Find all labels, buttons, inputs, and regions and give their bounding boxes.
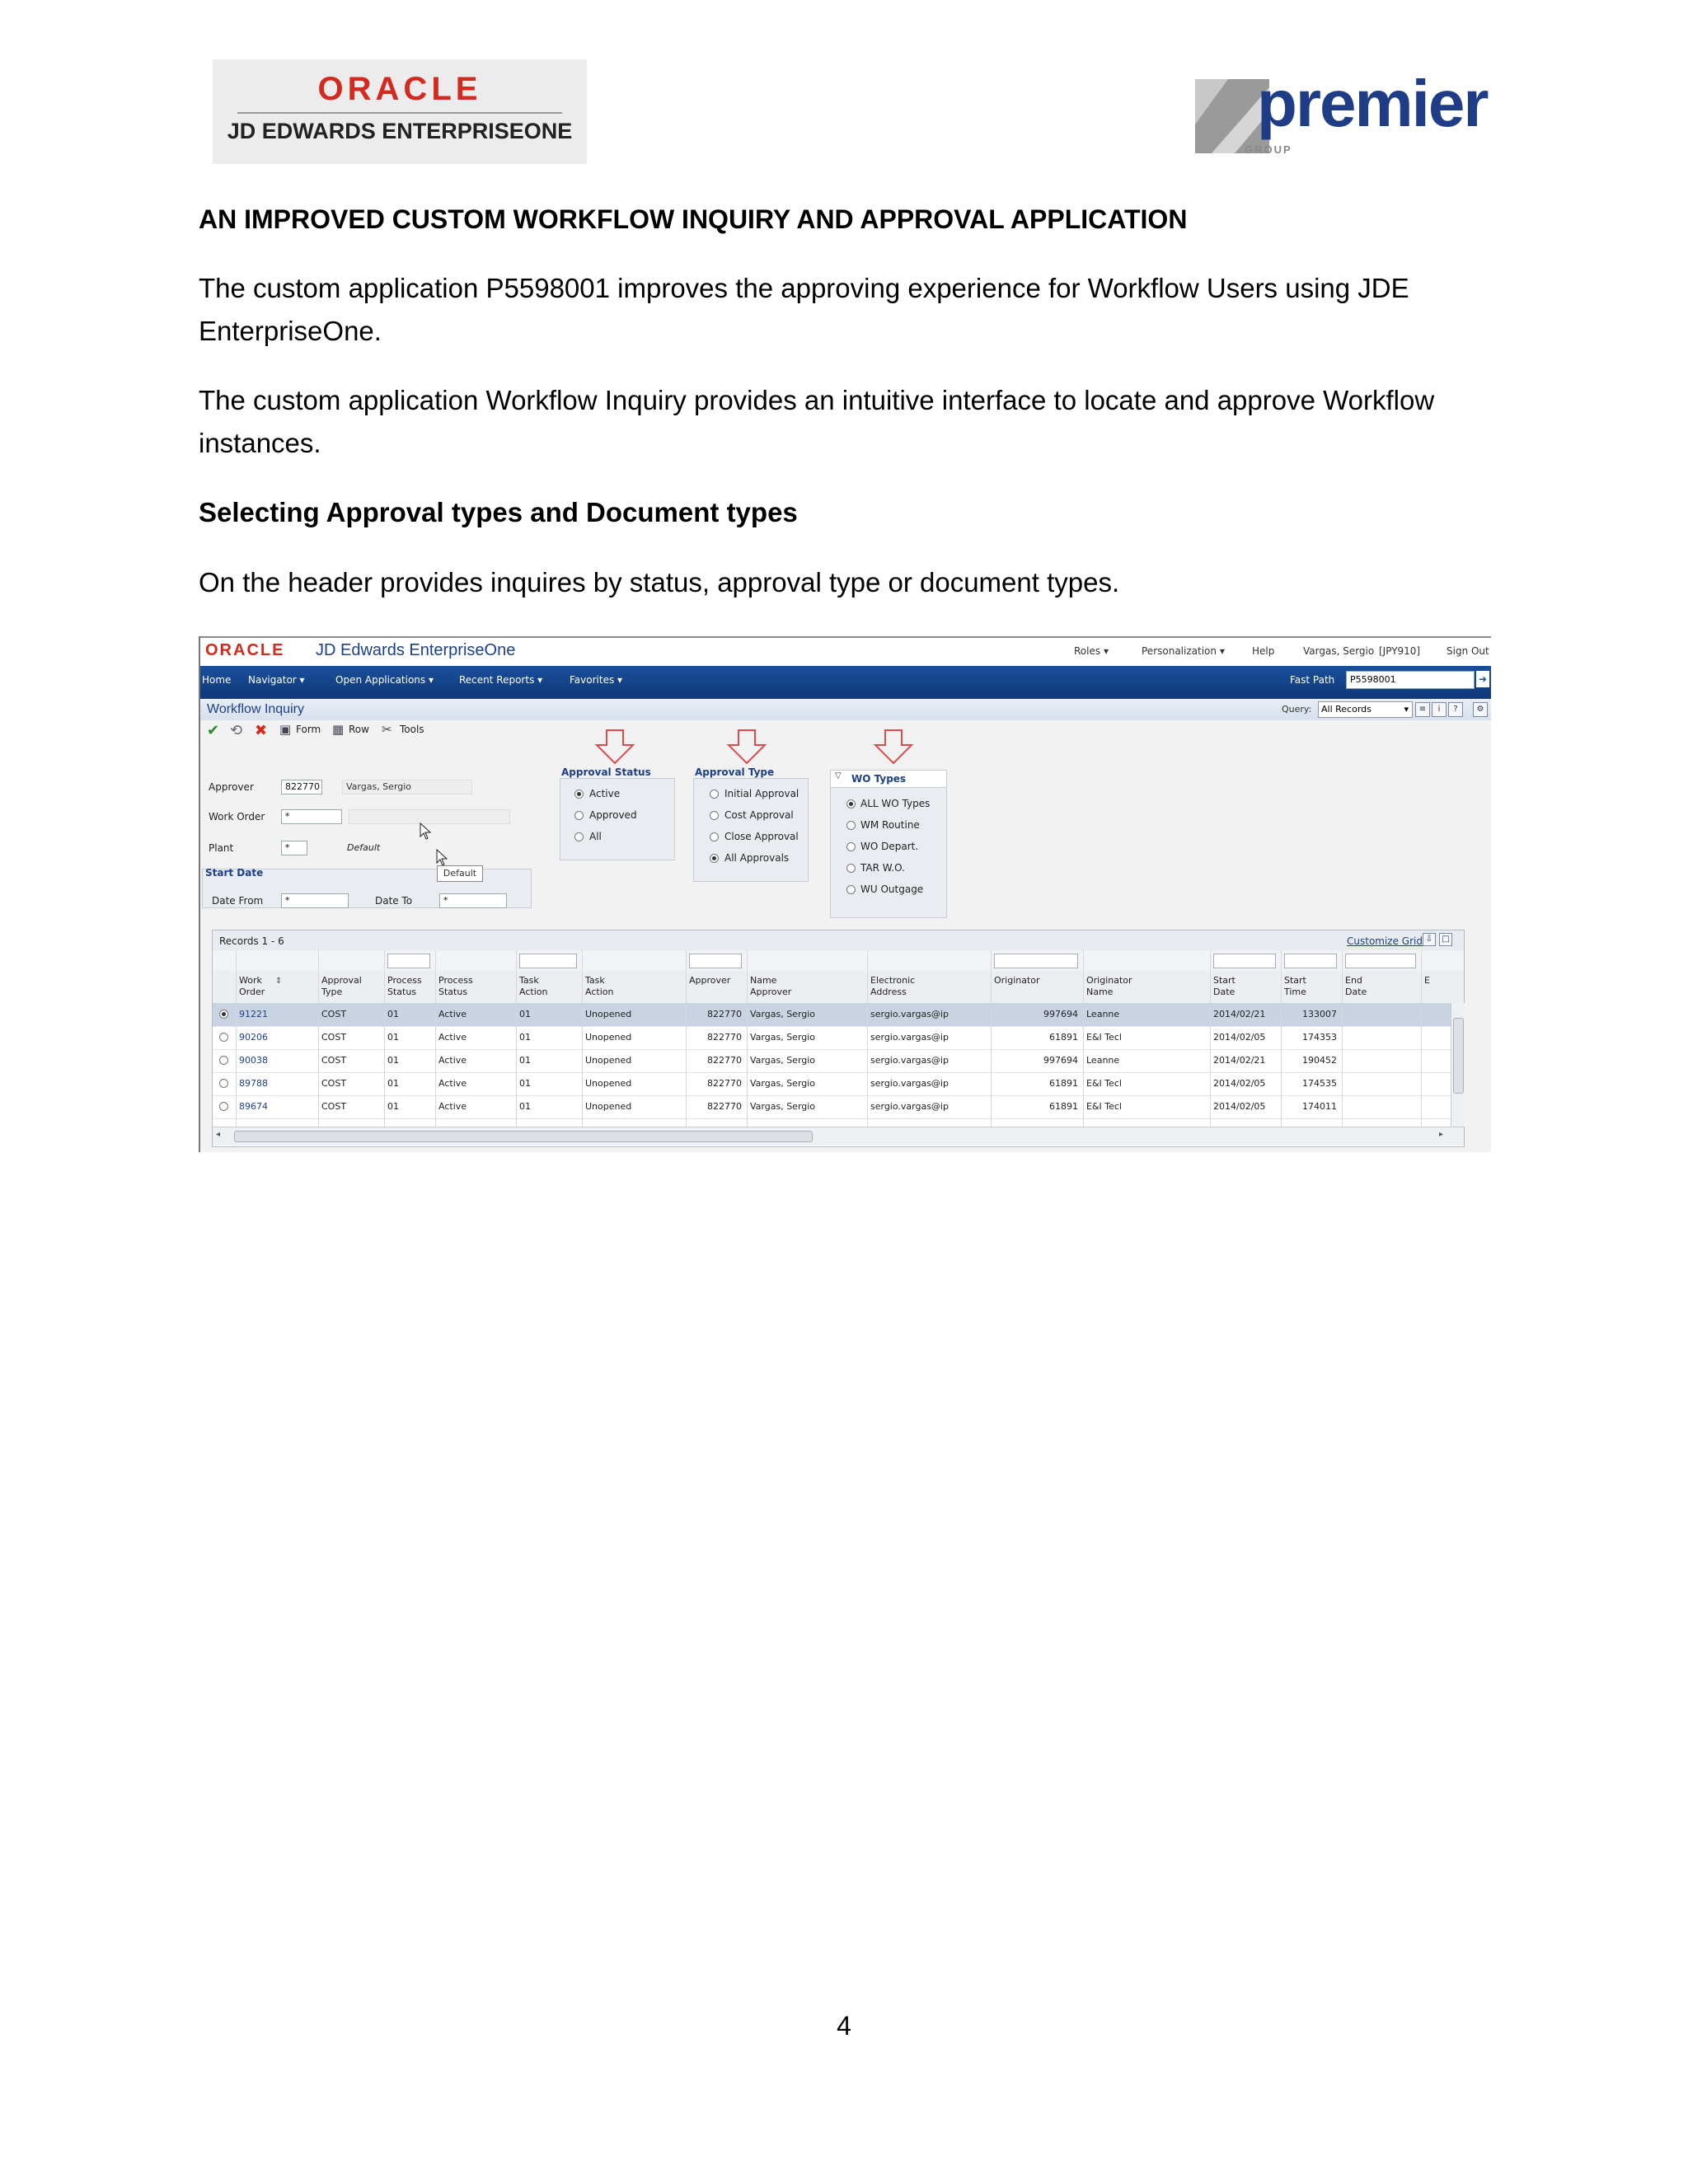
app-top-bar	[200, 636, 1491, 668]
table-cell: sergio.vargas@ip	[870, 1101, 949, 1112]
column-divider	[867, 950, 868, 1127]
column-header[interactable]	[519, 975, 547, 998]
app-brand-oracle: ORACLE	[205, 641, 285, 659]
workflow-grid	[212, 930, 1465, 1147]
oracle-logo-subtitle: JD EDWARDS ENTERPRISEONE	[227, 119, 573, 143]
column-header[interactable]	[1284, 975, 1306, 998]
column-divider	[747, 950, 748, 1127]
table-cell: Active	[438, 1055, 467, 1066]
table-cell: 01	[387, 1055, 399, 1066]
column-header-line: Approver	[750, 987, 792, 997]
maximize-icon[interactable]: □	[1439, 933, 1452, 946]
grid-vertical-scrollbar[interactable]	[1451, 1003, 1465, 1127]
annotation-arrow-icon	[873, 729, 914, 765]
records-count: Records 1 - 6	[219, 935, 284, 947]
table-cell: 01	[519, 1101, 531, 1112]
app-brand-jde: JD Edwards EnterpriseOne	[316, 641, 516, 659]
column-header-line: Action	[585, 987, 614, 997]
column-divider	[991, 950, 992, 1127]
table-cell: 61891	[1049, 1032, 1078, 1043]
wo-types-tar-radio[interactable]	[846, 864, 856, 873]
approval-status-all-radio[interactable]	[574, 832, 584, 841]
query-save-icon[interactable]: ≡	[1415, 702, 1430, 717]
plant-default-text: Default	[347, 842, 381, 853]
work-order-input[interactable]: *	[281, 809, 342, 824]
column-header-line: Originator	[994, 975, 1040, 986]
column-filter-input[interactable]	[689, 954, 742, 968]
approval-type-initial-radio[interactable]	[710, 790, 719, 799]
column-divider	[384, 950, 385, 1127]
column-divider	[516, 950, 517, 1127]
ok-check-icon[interactable]: ✔	[207, 722, 220, 739]
column-header-line: Originator	[1086, 975, 1132, 986]
approval-type-all-radio[interactable]	[710, 854, 719, 863]
column-header[interactable]	[1345, 975, 1367, 998]
approval-type-option: Initial Approval	[724, 788, 799, 799]
help-link[interactable]: Help	[1252, 645, 1275, 657]
row-select-radio[interactable]	[219, 1010, 228, 1019]
column-filter-input[interactable]	[1213, 954, 1276, 968]
page-number: 4	[837, 2011, 851, 2041]
form-title: Workflow Inquiry	[207, 702, 304, 716]
premier-logo-word: premier	[1257, 67, 1488, 140]
export-icon[interactable]: ⇩	[1423, 933, 1436, 946]
wo-types-routine-radio[interactable]	[846, 821, 856, 830]
oracle-jde-logo	[213, 59, 587, 164]
logo-divider	[237, 112, 562, 114]
table-cell: COST	[321, 1032, 347, 1043]
paragraph-inquiry: The custom application Workflow Inquiry provides an intuitive interface to locate and approve Workflow instances.	[199, 385, 1435, 458]
column-header-line: Status	[387, 987, 417, 997]
work-order-link[interactable]: 91221	[239, 1009, 268, 1019]
default-tooltip: Default	[437, 865, 483, 882]
column-filter-input[interactable]	[994, 954, 1078, 968]
query-label: Query:	[1282, 704, 1312, 715]
premier-group-logo	[1195, 67, 1488, 159]
approver-input[interactable]: 822770	[281, 780, 322, 794]
table-cell: 2014/02/21	[1213, 1009, 1266, 1019]
chevron-down-icon: ▾	[429, 674, 434, 686]
column-header-line: End	[1345, 975, 1362, 986]
settings-icon[interactable]: ⚙	[1473, 702, 1488, 717]
table-cell: 01	[519, 1055, 531, 1066]
nav-favorites[interactable]: Favorites ▾	[570, 674, 623, 686]
column-header-line: Electronic	[870, 975, 916, 986]
column-header-line: Approver	[689, 975, 731, 986]
table-cell: 2014/02/05	[1213, 1078, 1266, 1089]
fast-path-input[interactable]: P5598001	[1346, 671, 1475, 689]
column-header[interactable]	[689, 975, 730, 987]
row-select-radio[interactable]	[219, 1033, 228, 1042]
column-header-line: Name	[1086, 987, 1114, 997]
help-icon[interactable]: ?	[1448, 702, 1463, 717]
form-header	[200, 699, 1491, 721]
wo-types-option: TAR W.O.	[860, 862, 905, 874]
table-cell: 01	[387, 1101, 399, 1112]
column-header[interactable]	[239, 975, 265, 998]
wo-types-option: WU Outgage	[860, 883, 924, 895]
approval-type-title: Approval Type	[695, 766, 775, 778]
approval-status-option: All	[589, 831, 602, 842]
table-cell: Active	[438, 1078, 467, 1089]
table-cell: E&I Tecl	[1086, 1078, 1122, 1089]
document-title: AN IMPROVED CUSTOM WORKFLOW INQUIRY AND APPROVAL APPLICATION	[199, 204, 1188, 234]
paragraph-intro: The custom application P5598001 improves the approving experience for Workflow Users using JDE EnterpriseOne.	[199, 273, 1409, 346]
table-cell: 01	[519, 1078, 531, 1089]
close-x-icon[interactable]: ✖	[255, 722, 268, 739]
column-filter-input[interactable]	[1284, 954, 1337, 968]
grid-horizontal-scrollbar[interactable]	[213, 1127, 1464, 1146]
table-cell: COST	[321, 1101, 347, 1112]
wo-types-option: ALL WO Types	[860, 798, 931, 809]
table-cell: sergio.vargas@ip	[870, 1009, 949, 1019]
work-order-label: Work Order	[209, 811, 265, 823]
table-cell: 822770	[707, 1009, 742, 1019]
table-cell: Unopened	[585, 1032, 632, 1043]
table-cell: COST	[321, 1055, 347, 1066]
chevron-down-icon: ▾	[537, 674, 543, 686]
collapse-chevron-icon[interactable]: ▽	[835, 771, 842, 780]
plant-label: Plant	[209, 842, 234, 854]
approval-type-cost-radio[interactable]	[710, 811, 719, 820]
wo-types-depart-radio[interactable]	[846, 842, 856, 851]
column-divider	[236, 950, 237, 1127]
grid-title-bar	[213, 930, 1464, 951]
table-cell: Active	[438, 1032, 467, 1043]
table-cell: Unopened	[585, 1009, 632, 1019]
table-cell: sergio.vargas@ip	[870, 1078, 949, 1089]
column-header[interactable]	[387, 975, 422, 998]
tools-menu-icon: ✂	[382, 722, 392, 737]
approval-status-approved-radio[interactable]	[574, 811, 584, 820]
column-header-line: Task	[519, 975, 539, 986]
fast-path-label: Fast Path	[1290, 674, 1335, 686]
column-filter-input[interactable]	[387, 954, 430, 968]
approval-type-option: All Approvals	[724, 852, 790, 864]
paragraph-header-inquiries: On the header provides inquires by status, approval type or document types.	[199, 567, 1120, 598]
chevron-down-icon: ▾	[617, 674, 623, 686]
table-cell: Vargas, Sergio	[750, 1055, 816, 1066]
approval-type-option: Close Approval	[724, 831, 799, 842]
table-cell: 2014/02/05	[1213, 1032, 1266, 1043]
annotation-arrow-icon	[594, 729, 635, 765]
table-cell: 190452	[1302, 1055, 1337, 1066]
section-heading: Selecting Approval types and Document types	[199, 497, 798, 527]
wo-types-title: WO Types	[851, 773, 907, 785]
nav-home[interactable]: Home	[202, 674, 232, 686]
table-cell: Vargas, Sergio	[750, 1032, 816, 1043]
approver-name-field: Vargas, Sergio	[342, 780, 472, 794]
start-date-heading: Start Date	[205, 867, 264, 879]
table-cell: 2014/02/05	[1213, 1101, 1266, 1112]
column-header-line: Status	[438, 987, 468, 997]
column-header[interactable]	[1424, 975, 1430, 987]
scroll-right-icon[interactable]: ▸	[1439, 1130, 1444, 1139]
table-cell: Vargas, Sergio	[750, 1078, 816, 1089]
chevron-down-icon: ▾	[299, 674, 305, 686]
work-order-link[interactable]: 90038	[239, 1055, 268, 1066]
column-header-line: Start	[1213, 975, 1236, 986]
table-cell: Leanne	[1086, 1055, 1120, 1066]
form-toolbar	[200, 720, 1491, 742]
chevron-down-icon: ▾	[1404, 704, 1409, 715]
chevron-down-icon: ▾	[1219, 645, 1225, 657]
table-cell: COST	[321, 1078, 347, 1089]
wo-types-option: WM Routine	[860, 819, 920, 831]
row-select-radio[interactable]	[219, 1056, 228, 1065]
approval-status-option: Active	[589, 788, 621, 799]
column-header-line: E	[1424, 975, 1430, 986]
info-icon[interactable]: i	[1432, 702, 1447, 717]
column-header-line: Task	[585, 975, 605, 986]
column-divider	[1342, 950, 1343, 1127]
date-to-label: Date To	[375, 895, 413, 907]
column-header-line: Name	[750, 975, 777, 986]
date-to-input[interactable]: *	[439, 893, 507, 908]
column-header-line: Approval	[321, 975, 362, 986]
table-cell: Unopened	[585, 1055, 632, 1066]
roles-menu[interactable]: Roles ▾	[1074, 645, 1109, 657]
approval-status-title: Approval Status	[561, 766, 651, 778]
table-cell: Unopened	[585, 1101, 632, 1112]
table-cell: sergio.vargas@ip	[870, 1055, 949, 1066]
grid-filter-row	[213, 950, 1464, 971]
column-header[interactable]	[994, 975, 1040, 987]
table-cell: Active	[438, 1101, 467, 1112]
table-cell: 133007	[1302, 1009, 1337, 1019]
tools-menu[interactable]: Tools	[400, 724, 424, 735]
mouse-pointer-icon	[436, 849, 449, 867]
table-cell: 174011	[1302, 1101, 1337, 1112]
column-header-line: Order	[239, 987, 265, 997]
chevron-down-icon: ▾	[1103, 645, 1109, 657]
column-filter-input[interactable]	[519, 954, 577, 968]
form-menu-icon: ▣	[279, 722, 292, 737]
column-header-line: Time	[1284, 987, 1306, 997]
user-name: Vargas, Sergio	[1303, 645, 1375, 657]
column-header[interactable]	[585, 975, 613, 998]
form-menu[interactable]: Form	[296, 724, 321, 735]
table-cell: 174535	[1302, 1078, 1337, 1089]
work-order-link[interactable]: 89674	[239, 1101, 268, 1112]
column-header-line: Date	[1213, 987, 1236, 997]
table-cell: 61891	[1049, 1078, 1078, 1089]
table-cell: 01	[387, 1009, 399, 1019]
table-cell: 822770	[707, 1078, 742, 1089]
grid-header-row	[213, 970, 1464, 1004]
column-header[interactable]	[750, 975, 791, 998]
column-header-line: Date	[1345, 987, 1367, 997]
column-header[interactable]	[321, 975, 362, 998]
table-cell: 61891	[1049, 1101, 1078, 1112]
table-row[interactable]	[213, 1026, 1464, 1050]
work-order-link[interactable]: 89788	[239, 1078, 268, 1089]
column-header-line: Work	[239, 975, 262, 986]
date-from-input[interactable]: *	[281, 893, 349, 908]
plant-input[interactable]: *	[281, 841, 307, 855]
row-select-radio[interactable]	[219, 1079, 228, 1088]
nav-open-applications[interactable]: Open Applications ▾	[335, 674, 434, 686]
column-header[interactable]	[870, 975, 915, 998]
table-cell: 2014/02/21	[1213, 1055, 1266, 1066]
table-cell: 997694	[1043, 1009, 1078, 1019]
approver-label: Approver	[209, 781, 254, 793]
column-filter-input[interactable]	[1345, 954, 1416, 968]
column-divider	[435, 950, 436, 1127]
column-header-line: Type	[321, 987, 343, 997]
column-divider	[582, 950, 583, 1127]
table-cell: 01	[519, 1032, 531, 1043]
column-header-line: Process	[438, 975, 473, 986]
table-cell: COST	[321, 1009, 347, 1019]
table-cell: 174353	[1302, 1032, 1337, 1043]
oracle-logo-word: ORACLE	[317, 71, 482, 107]
find-icon[interactable]: ⟲	[230, 722, 243, 739]
row-menu-icon: ▦	[332, 722, 345, 737]
column-divider	[1083, 950, 1084, 1127]
approval-type-close-radio[interactable]	[710, 832, 719, 841]
table-row[interactable]	[213, 1072, 1464, 1096]
vertical-scroll-thumb[interactable]	[1453, 1018, 1464, 1094]
go-arrow-icon[interactable]: ➜	[1476, 671, 1489, 687]
wo-types-option: WO Depart.	[860, 841, 919, 852]
table-cell: 822770	[707, 1032, 742, 1043]
table-cell: 01	[387, 1032, 399, 1043]
table-cell: Active	[438, 1009, 467, 1019]
column-divider	[1281, 950, 1282, 1127]
table-cell: 822770	[707, 1101, 742, 1112]
query-select[interactable]: All Records ▾	[1318, 701, 1413, 718]
wo-types-all-radio[interactable]	[846, 799, 856, 808]
column-divider	[1210, 950, 1211, 1127]
row-select-radio[interactable]	[219, 1102, 228, 1111]
column-header-line: Start	[1284, 975, 1306, 986]
table-cell: Leanne	[1086, 1009, 1120, 1019]
nav-navigator[interactable]: Navigator ▾	[248, 674, 305, 686]
table-row[interactable]	[213, 1095, 1464, 1119]
personalization-menu[interactable]: Personalization ▾	[1142, 645, 1225, 657]
annotation-arrow-icon	[726, 729, 767, 765]
mouse-pointer-icon	[420, 823, 433, 841]
table-row[interactable]	[213, 1049, 1464, 1073]
grid-body	[213, 1003, 1464, 1127]
premier-logo-subtitle: GROUP	[1245, 143, 1292, 156]
sign-out-link[interactable]: Sign Out	[1447, 645, 1489, 657]
wo-types-outgage-radio[interactable]	[846, 885, 856, 894]
column-header[interactable]	[1086, 975, 1132, 998]
column-header[interactable]	[438, 975, 473, 998]
scroll-left-icon[interactable]: ◂	[216, 1130, 221, 1139]
environment-label: [JPY910]	[1379, 645, 1421, 657]
approval-status-option: Approved	[589, 809, 637, 821]
app-nav-bar	[200, 666, 1491, 694]
column-header-line: Action	[519, 987, 548, 997]
approval-type-option: Cost Approval	[724, 809, 794, 821]
date-from-label: Date From	[212, 895, 264, 907]
horizontal-scroll-thumb[interactable]	[234, 1131, 813, 1142]
column-divider	[686, 950, 687, 1127]
workflow-inquiry-screenshot	[199, 636, 1491, 1152]
work-order-link[interactable]: 90206	[239, 1032, 268, 1043]
table-cell: Vargas, Sergio	[750, 1101, 816, 1112]
table-cell: 997694	[1043, 1055, 1078, 1066]
table-cell: E&I Tecl	[1086, 1101, 1122, 1112]
column-divider	[1421, 950, 1422, 1127]
table-cell: 822770	[707, 1055, 742, 1066]
table-cell: 01	[387, 1078, 399, 1089]
nav-recent-reports[interactable]: Recent Reports ▾	[459, 674, 543, 686]
table-cell: Vargas, Sergio	[750, 1009, 816, 1019]
table-cell: sergio.vargas@ip	[870, 1032, 949, 1043]
table-cell: Unopened	[585, 1078, 632, 1089]
approval-status-active-radio[interactable]	[574, 790, 584, 799]
table-cell: E&I Tecl	[1086, 1032, 1122, 1043]
column-divider	[318, 950, 319, 1127]
table-cell: 01	[519, 1009, 531, 1019]
customize-grid-link[interactable]: Customize Grid	[1347, 935, 1423, 947]
column-header-line: Process	[387, 975, 422, 986]
column-header-line: Address	[870, 987, 907, 997]
column-header[interactable]	[1213, 975, 1236, 998]
sort-icon[interactable]: ⇕	[275, 977, 283, 986]
table-row[interactable]	[213, 1003, 1464, 1027]
row-menu[interactable]: Row	[349, 724, 369, 735]
